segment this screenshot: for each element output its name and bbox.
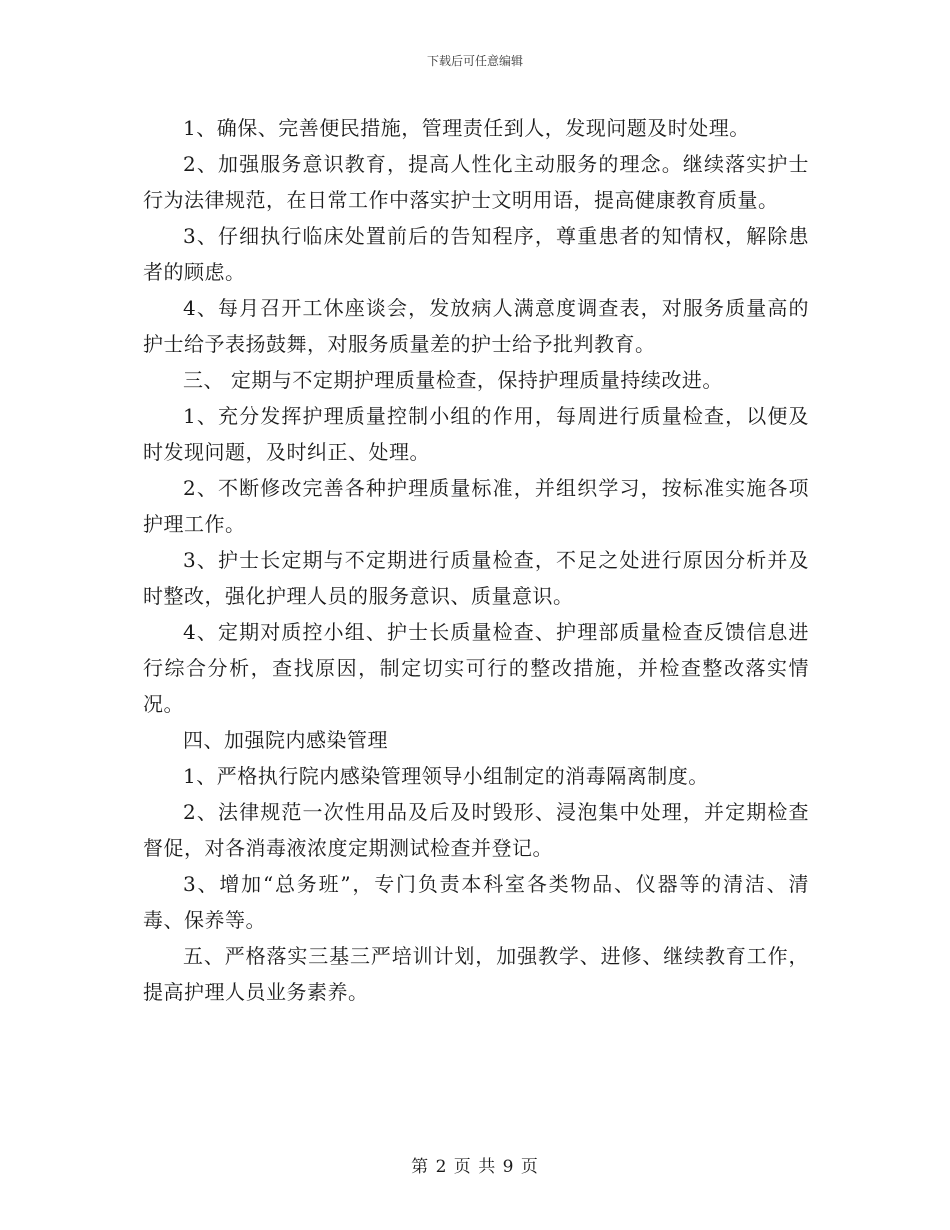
page-number: 第 2 页 共 9 页 xyxy=(411,1157,539,1177)
paragraph: 2、法律规范一次性用品及后及时毁形、浸泡集中处理，并定期检查督促，对各消毒液浓度定期测试检查并登记。 xyxy=(143,800,809,860)
paragraph: 3、增加“总务班”，专门负责本科室各类物品、仪器等的清洁、清毒、保养等。 xyxy=(143,872,809,932)
paragraph: 2、不断修改完善各种护理质量标准，并组织学习，按标准实施各项护理工作。 xyxy=(143,476,809,536)
paragraph: 3、仔细执行临床处置前后的告知程序，尊重患者的知情权，解除患者的顾虑。 xyxy=(143,224,809,284)
paragraph: 1、充分发挥护理质量控制小组的作用，每周进行质量检查，以便及时发现问题，及时纠正、处理。 xyxy=(143,404,809,464)
document-body xyxy=(143,110,809,1010)
section-heading: 五、严格落实三基三严培训计划，加强教学、进修、继续教育工作，提高护理人员业务素养。 xyxy=(143,944,809,1004)
paragraph: 1、严格执行院内感染管理领导小组制定的消毒隔离制度。 xyxy=(183,764,709,788)
section-heading: 四、加强院内感染管理 xyxy=(183,728,388,752)
paragraph: 1、确保、完善便民措施，管理责任到人，发现问题及时处理。 xyxy=(183,116,750,140)
paragraph: 4、每月召开工休座谈会，发放病人满意度调查表，对服务质量高的护士给予表扬鼓舞，对服务质量差的护士给予批判教育。 xyxy=(143,296,809,356)
section-heading: 三、 定期与不定期护理质量检查，保持护理质量持续改进。 xyxy=(183,368,723,392)
paragraph: 2、加强服务意识教育，提高人性化主动服务的理念。继续落实护士行为法律规范，在日常工作中落实护士文明用语，提高健康教育质量。 xyxy=(143,152,809,212)
paragraph: 3、护士长定期与不定期进行质量检查，不足之处进行原因分析并及时整改，强化护理人员的服务意识、质量意识。 xyxy=(143,548,809,608)
page-header-note: 下载后可任意编辑 xyxy=(426,54,523,68)
paragraph: 4、定期对质控小组、护士长质量检查、护理部质量检查反馈信息进行综合分析，查找原因，制定切实可行的整改措施，并检查整改落实情况。 xyxy=(143,620,809,716)
